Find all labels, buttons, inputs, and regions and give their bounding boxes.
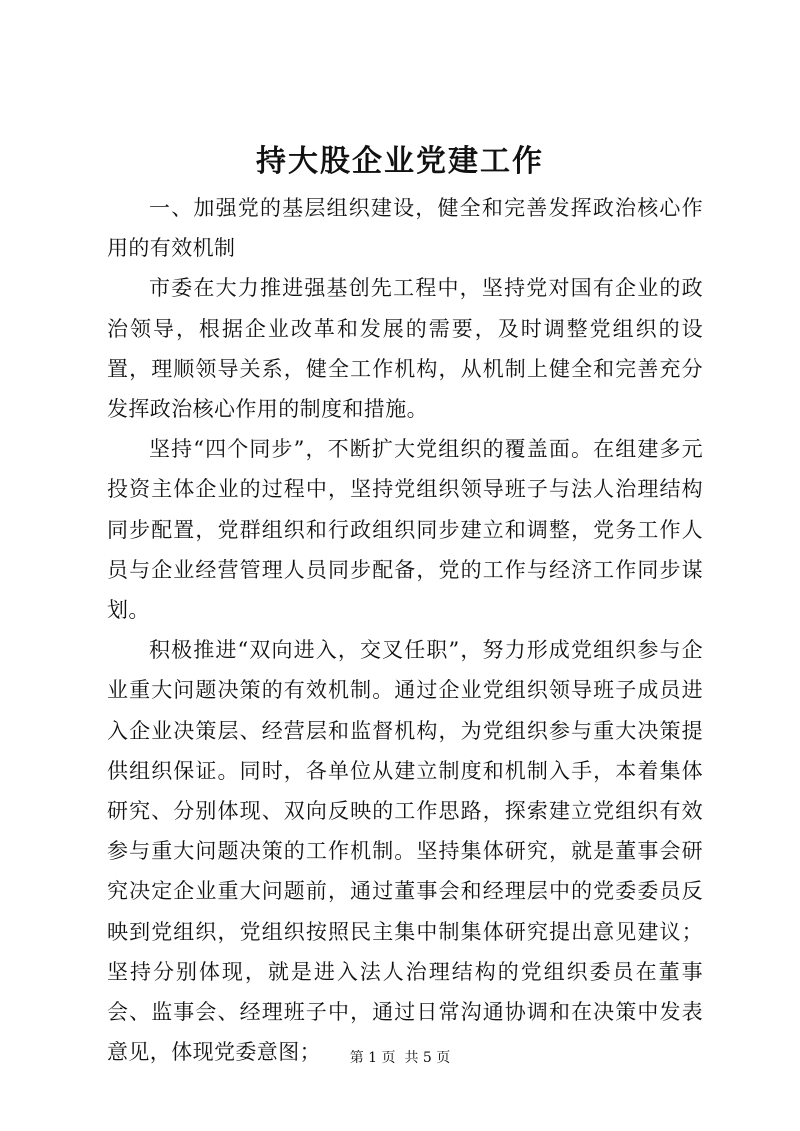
paragraph-3: 积极推进“双向进入，交叉任职”，努力形成党组织参与企业重大问题决策的有效机制。通过企业党组织领导班子成员进入企业决策层、经营层和监督机构，为党组织参与重大决策提供组织保证。同时，各单位从建立制度和机制入手，本着集体研究、分别体现、双向反映的工作思路，探索建立党组织有效参与重大问题决策的工作机制。坚持集体研究，就是董事会研究决定企业重大问题前，通过董事会和经理层中的党委委员反映到党组织，党组织按照民主集中制集体研究提出意见建议；坚持分别体现，就是进入法人治理结构的党组织委员在董事会、监事会、经理班子中，通过日常沟通协调和在决策中发表意见，体现党委意图； bbox=[107, 638, 703, 1065]
page-footer bbox=[0, 1048, 800, 1068]
section-heading-1: 一、加强党的基层组织建设，健全和完善发挥政治核心作用的有效机制 bbox=[107, 196, 703, 261]
document-body bbox=[107, 188, 703, 1072]
paragraph-1: 市委在大力推进强基创先工程中，坚持党对国有企业的政治领导，根据企业改革和发展的需要，及时调整党组织的设置，理顺领导关系，健全工作机构，从机制上健全和完善充分发挥政治核心作用的制度和措施。 bbox=[107, 276, 703, 422]
paragraph-2: 坚持“四个同步”，不断扩大党组织的覆盖面。在组建多元投资主体企业的过程中，坚持党组织领导班子与法人治理结构同步配置，党群组织和行政组织同步建立和调整，党务工作人员与企业经营管理人员同步配备，党的工作与经济工作同步谋划。 bbox=[107, 437, 703, 623]
document-title: 持大股企业党建工作 bbox=[256, 144, 544, 179]
page-number: 第 1 页 共 5 页 bbox=[349, 1050, 451, 1066]
